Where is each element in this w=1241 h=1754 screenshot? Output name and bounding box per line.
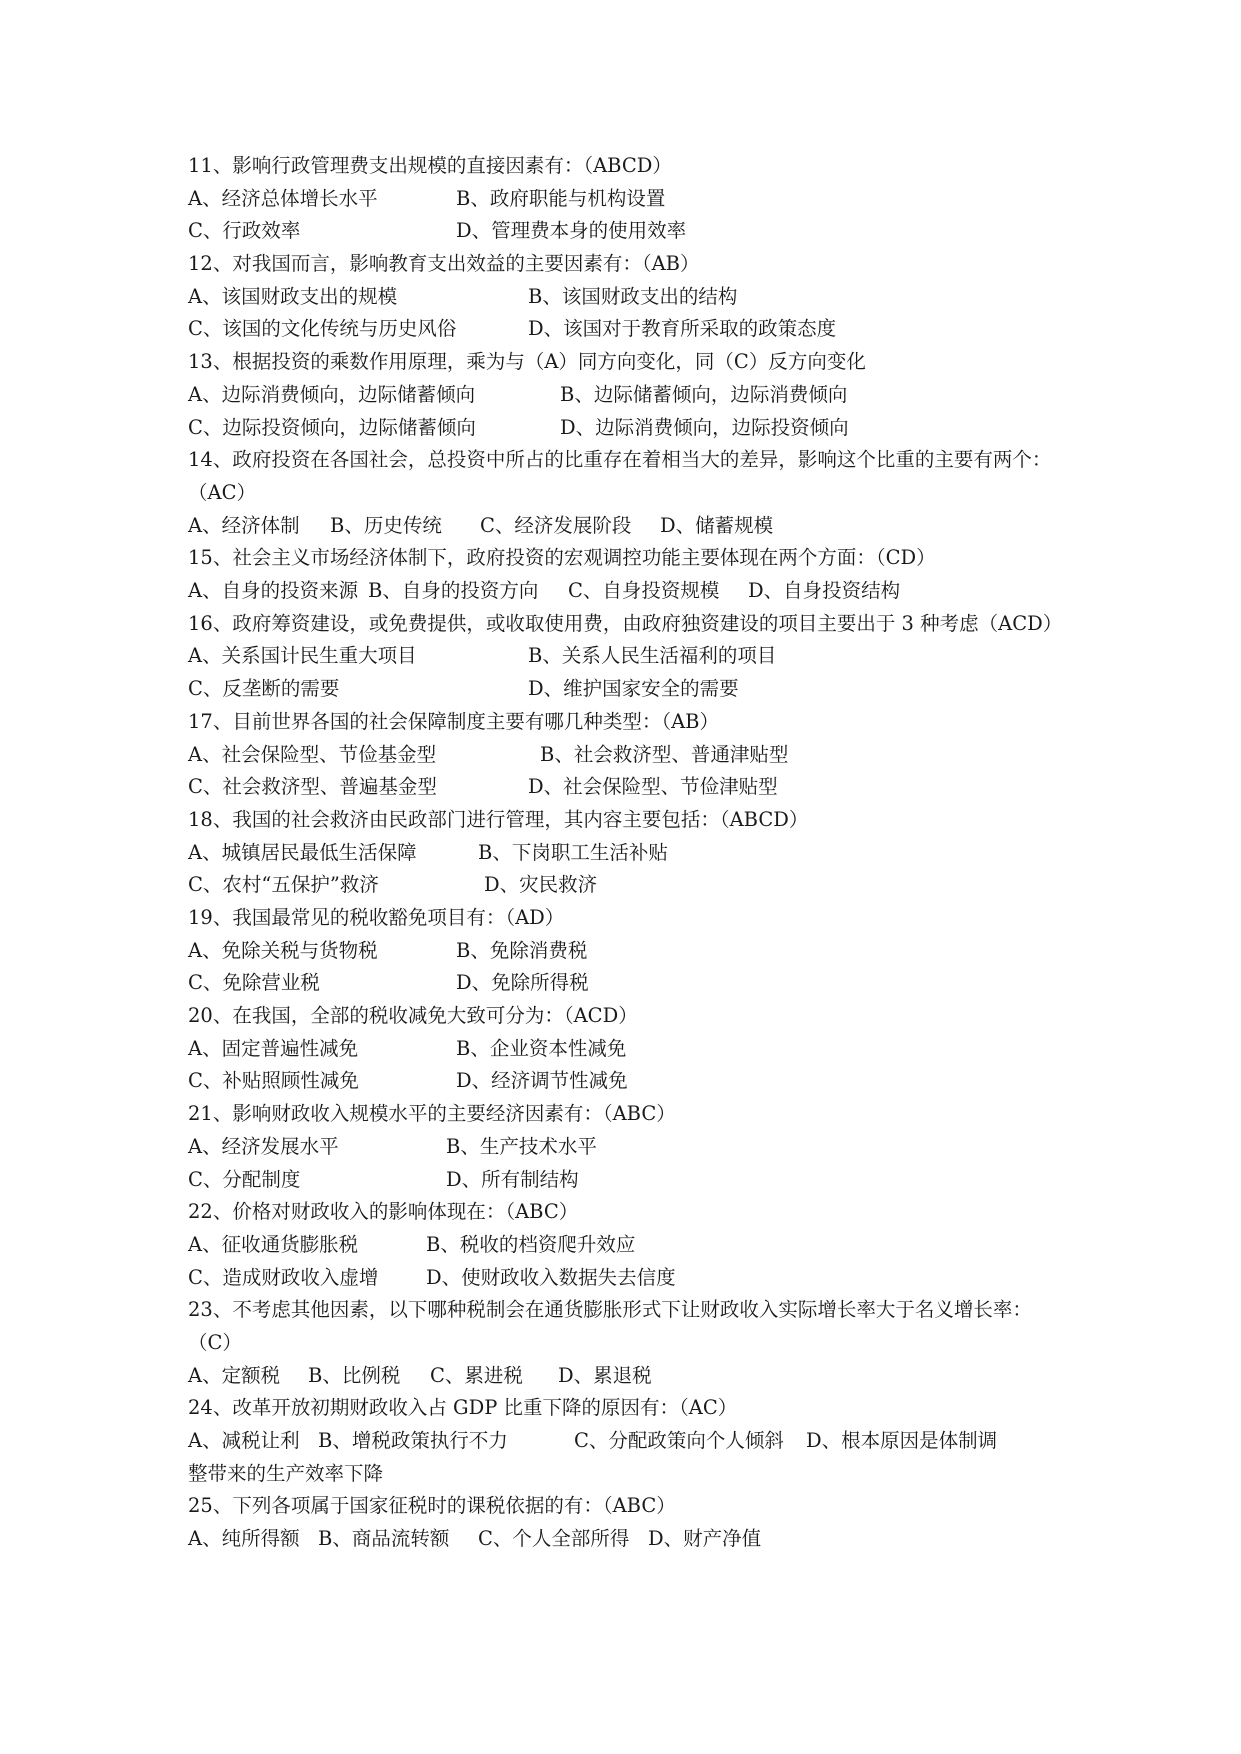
answer-option: A、关系国计民生重大项目: [188, 644, 417, 668]
question-stem: 18、我国的社会救济由民政部门进行管理，其内容主要包括：（ABCD）: [188, 807, 809, 831]
answer-option: A、减税让利: [188, 1429, 300, 1453]
question-stem: 20、在我国，全部的税收减免大致可分为：（ACD）: [188, 1004, 638, 1028]
answer-option: C、补贴照顾性减免: [188, 1069, 359, 1093]
options-row: [188, 771, 1058, 804]
answer-option: A、城镇居民最低生活保障: [188, 840, 417, 864]
question-block: [188, 706, 1058, 804]
answer-option: D、经济调节性减免: [456, 1069, 628, 1093]
question-stem: 12、对我国而言，影响教育支出效益的主要因素有：（AB）: [188, 252, 700, 276]
answer-option: D、免除所得税: [456, 971, 589, 995]
question-stem: 22、价格对财政收入的影响体现在：（ABC）: [188, 1200, 579, 1224]
answer-option: D、灾民救济: [484, 873, 598, 897]
options-row: [188, 739, 1058, 772]
question-block: [188, 1000, 1058, 1098]
answer-option: A、固定普遍性减免: [188, 1036, 359, 1060]
answer-option: D、该国对于教育所采取的政策态度: [528, 317, 837, 341]
answer-option: B、免除消费税: [456, 938, 588, 962]
answer-option: D、使财政收入数据失去信度: [426, 1265, 676, 1289]
question-stem: 13、根据投资的乘数作用原理，乘为与（A）同方向变化，同（C）反方向变化: [188, 350, 866, 374]
options-row: [188, 1523, 1058, 1556]
question-block: [188, 804, 1058, 902]
answer-option: D、管理费本身的使用效率: [456, 219, 687, 243]
options-row: [188, 379, 1058, 412]
answer-option: D、边际消费倾向，边际投资倾向: [560, 415, 849, 439]
answer-option: B、比例税: [308, 1363, 401, 1387]
answer-option: C、经济发展阶段: [480, 513, 632, 537]
answer-option: D、财产净值: [648, 1527, 762, 1551]
question-stem: 15、社会主义市场经济体制下，政府投资的宏观调控功能主要体现在两个方面：（CD）: [188, 546, 936, 570]
answer-option: C、分配制度: [188, 1167, 301, 1191]
answer-option: B、自身的投资方向: [368, 579, 539, 603]
answer-option: A、社会保险型、节俭基金型: [188, 742, 437, 766]
question-block: [188, 608, 1063, 706]
options-row: [188, 313, 1058, 346]
options-row: [188, 215, 1058, 248]
answer-option: A、纯所得额: [188, 1527, 300, 1551]
options-row: [188, 575, 1058, 608]
question-list: [188, 150, 1063, 1556]
question-stem: 11、影响行政管理费支出规模的直接因素有：（ABCD）: [188, 154, 672, 177]
answer-option: A、征收通货膨胀税: [188, 1232, 359, 1256]
answer-option: D、储蓄规模: [660, 513, 774, 537]
answer-option: B、历史传统: [330, 513, 442, 537]
question-block: [188, 1098, 1058, 1196]
answer-option: B、关系人民生活福利的项目: [528, 644, 777, 668]
options-row: [188, 412, 1058, 445]
question-block: [188, 1196, 1058, 1294]
answer-option: A、自身的投资来源: [188, 579, 359, 603]
answer-option: C、该国的文化传统与历史风俗: [188, 317, 457, 341]
options-row: [188, 281, 1058, 314]
answer-option: C、行政效率: [188, 219, 301, 243]
answer-option: C、造成财政收入虚增: [188, 1265, 379, 1289]
answer-option: A、经济总体增长水平: [188, 186, 378, 210]
answer-option: B、社会救济型、普通津贴型: [540, 742, 789, 766]
answer-option: C、农村“五保护”救济: [188, 873, 379, 897]
answer-option: C、自身投资规模: [568, 579, 720, 603]
answer-option: A、经济发展水平: [188, 1134, 339, 1158]
answer-option: C、个人全部所得: [478, 1527, 630, 1551]
question-stem: 14、政府投资在各国社会，总投资中所占的比重存在着相当大的差异，影响这个比重的主要有两个：（AC）: [188, 448, 1052, 504]
options-row: [188, 869, 1058, 902]
question-block: [188, 444, 1058, 542]
answer-option: C、社会救济型、普遍基金型: [188, 775, 437, 799]
question-stem: 21、影响财政收入规模水平的主要经济因素有：（ABC）: [188, 1102, 676, 1126]
options-row: [188, 1262, 1058, 1295]
question-block: [188, 902, 1058, 1000]
question-stem: 25、下列各项属于国家征税时的课税依据的有：（ABC）: [188, 1494, 676, 1518]
options-row: [188, 640, 1058, 673]
answer-option: A、经济体制: [188, 513, 300, 537]
answer-option: B、生产技术水平: [446, 1134, 597, 1158]
answer-option: D、根本原因是体制调: [806, 1429, 998, 1453]
question-stem: 17、目前世界各国的社会保障制度主要有哪几种类型：（AB）: [188, 709, 719, 733]
question-block: [188, 1294, 1058, 1392]
options-row: [188, 1229, 1058, 1262]
options-row: [188, 1360, 1058, 1393]
question-block: [188, 542, 1058, 607]
answer-option: D、维护国家安全的需要: [528, 677, 739, 701]
options-row: [188, 1164, 1058, 1197]
question-block: [188, 346, 1058, 444]
answer-option: 整带来的生产效率下降: [188, 1461, 384, 1485]
answer-option: A、该国财政支出的规模: [188, 284, 398, 308]
options-row: [188, 837, 1058, 870]
options-row: [188, 673, 1058, 706]
question-stem: 24、改革开放初期财政收入占 GDP 比重下降的原因有：（AC）: [188, 1396, 738, 1420]
options-row: [188, 1065, 1058, 1098]
options-row: [188, 967, 1058, 1000]
options-row: [188, 1131, 1058, 1164]
question-stem: 23、不考虑其他因素，以下哪种税制会在通货膨胀形式下让财政收入实际增长率大于名义增长率：（C）: [188, 1298, 1032, 1354]
answer-option: C、分配政策向个人倾斜: [574, 1429, 784, 1453]
answer-option: D、社会保险型、节俭津贴型: [528, 775, 778, 799]
answer-option: C、累进税: [430, 1363, 523, 1387]
question-block: [188, 1490, 1058, 1555]
options-row: [188, 510, 1058, 543]
answer-option: B、该国财政支出的结构: [528, 284, 738, 308]
answer-option: D、累退税: [558, 1363, 652, 1387]
answer-option: D、自身投资结构: [748, 579, 901, 603]
options-row: [188, 935, 1058, 968]
question-block: [188, 150, 1058, 248]
options-row: [188, 1458, 1058, 1491]
options-row: [188, 1033, 1058, 1066]
answer-option: B、企业资本性减免: [456, 1036, 627, 1060]
answer-option: A、免除关税与货物税: [188, 938, 378, 962]
answer-option: B、政府职能与机构设置: [456, 186, 666, 210]
options-row: [188, 183, 1058, 216]
answer-option: C、反垄断的需要: [188, 677, 340, 701]
answer-option: A、边际消费倾向，边际储蓄倾向: [188, 382, 476, 406]
answer-option: C、免除营业税: [188, 971, 320, 995]
answer-option: A、定额税: [188, 1363, 281, 1387]
question-stem: 19、我国最常见的税收豁免项目有：（AD）: [188, 905, 565, 929]
options-row: [188, 1425, 1058, 1458]
answer-option: B、下岗职工生活补贴: [478, 840, 668, 864]
answer-option: B、税收的档资爬升效应: [426, 1232, 636, 1256]
answer-option: B、边际储蓄倾向，边际消费倾向: [560, 382, 848, 406]
question-stem: 16、政府筹资建设，或免费提供，或收取使用费，由政府独资建设的项目主要出于 3 种考虑（ACD）: [188, 611, 1063, 635]
question-block: [188, 1392, 1058, 1490]
answer-option: B、增税政策执行不力: [318, 1429, 508, 1453]
question-block: [188, 248, 1058, 346]
answer-option: C、边际投资倾向，边际储蓄倾向: [188, 415, 476, 439]
answer-option: B、商品流转额: [318, 1527, 450, 1551]
answer-option: D、所有制结构: [446, 1167, 579, 1191]
